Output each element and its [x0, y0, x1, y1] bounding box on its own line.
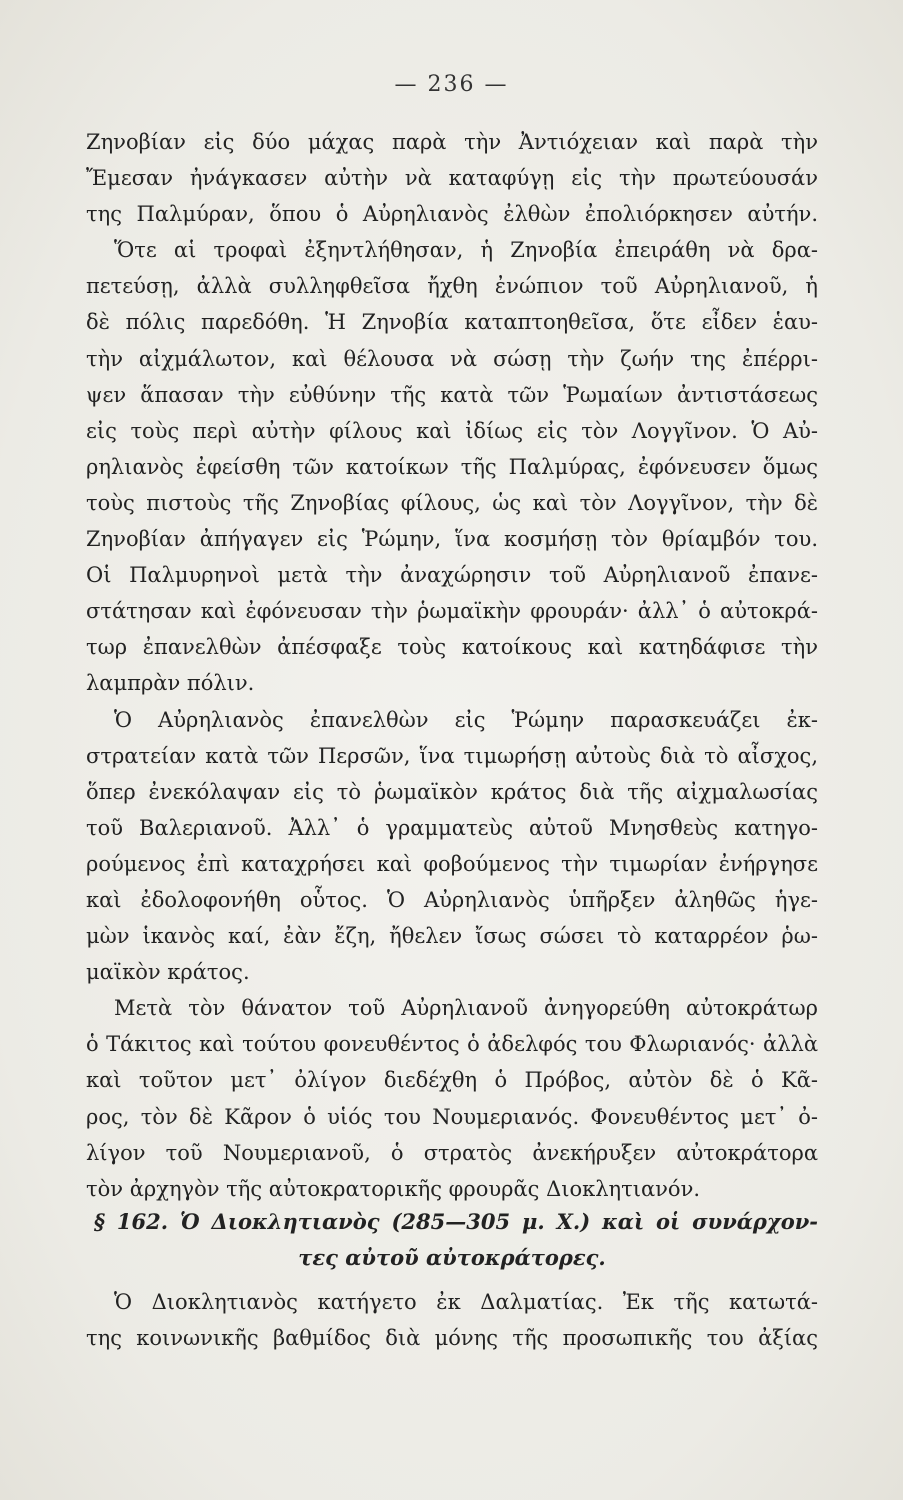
text-line: τοῦ Βαλεριανοῦ. Ἀλλ᾽ ὁ γραμματεὺς αὐτοῦ Μνησθεὺς κατηγο- [86, 815, 818, 840]
text-line: Ὁ Αὐρηλιανὸς ἐπανελθὼν εἰς Ῥώμην παρασκευάζει ἐκ- [114, 707, 818, 732]
text-line: λίγον τοῦ Νουμεριανοῦ, ὁ στρατὸς ἀνεκήρυξεν αὐτοκράτορα [86, 1140, 818, 1165]
section-heading-line: § 162. Ὁ Διοκλητιανὸς (285—305 μ. Χ.) καὶ οἱ συνάρχον- [94, 1209, 818, 1234]
text-line: λαμπρὰν πόλιν. [86, 671, 255, 696]
text-line: Ὅτε αἱ τροφαὶ ἐξηντλήθησαν, ἡ Ζηνοβία ἐπειράθη νὰ δρα- [114, 238, 818, 263]
text-line: της Παλμύραν, ὅπου ὁ Αὐρηλιανὸς ἐλθὼν ἐπολιόρκησεν αὐτήν. [86, 202, 818, 227]
text-line: στρατείαν κατὰ τῶν Περσῶν, ἵνα τιμωρήσῃ αὐτοὺς διὰ τὸ αἶσχος, [86, 743, 818, 768]
section-body-text [86, 1284, 818, 1356]
text-line: Οἱ Παλμυρηνοὶ μετὰ τὴν ἀναχώρησιν τοῦ Αὐρηλιανοῦ ἐπανε- [86, 563, 818, 588]
page-number: — 236 — [394, 72, 509, 97]
text-line: της κοινωνικῆς βαθμίδος διὰ μόνης τῆς προσωπικῆς του ἀξίας [86, 1326, 818, 1351]
text-line: τοὺς πιστοὺς τῆς Ζηνοβίας φίλους, ὡς καὶ τὸν Λογγῖνον, τὴν δὲ [86, 490, 818, 515]
text-line: τωρ ἐπανελθὼν ἀπέσφαξε τοὺς κατοίκους καὶ κατηδάφισε τὴν [86, 635, 818, 660]
text-line: καὶ ἐδολοφονήθη οὗτος. Ὁ Αὐρηλιανὸς ὑπῆρξεν ἀληθῶς ἡγε- [86, 887, 818, 912]
text-line: Ζηνοβίαν ἀπήγαγεν εἰς Ῥώμην, ἵνα κοσμήσῃ τὸν θρίαμβόν του. [86, 527, 818, 552]
text-line: καὶ τοῦτον μετ᾽ ὀλίγον διεδέχθη ὁ Πρόβος, αὐτὸν δὲ ὁ Κᾶ- [86, 1068, 818, 1093]
text-line: Μετὰ τὸν θάνατον τοῦ Αὐρηλιανοῦ ἀνηγορεύθη αὐτοκράτωρ [114, 996, 818, 1021]
text-line: ρος, τὸν δὲ Κᾶρον ὁ υἱός του Νουμεριανός. Φονευθέντος μετ᾽ ὀ- [86, 1104, 818, 1129]
text-line: ρούμενος ἐπὶ καταχρήσει καὶ φοβούμενος τὴν τιμωρίαν ἐνήργησε [86, 851, 818, 876]
text-line: Ἔμεσαν ἠνάγκασεν αὐτὴν νὰ καταφύγῃ εἰς τὴν πρωτεύουσάν [86, 166, 818, 191]
text-line: δὲ πόλις παρεδόθη. Ἡ Ζηνοβία καταπτοηθεῖσα, ὅτε εἶδεν ἑαυ- [86, 310, 818, 335]
text-line: μαϊκὸν κράτος. [86, 960, 250, 985]
body-text [86, 124, 818, 1207]
text-line: τὸν ἀρχηγὸν τῆς αὐτοκρατορικῆς φρουρᾶς Διοκλητιανόν. [86, 1176, 701, 1201]
text-line: εἰς τοὺς περὶ αὐτὴν φίλους καὶ ἰδίως εἰς τὸν Λογγῖνον. Ὁ Αὐ- [86, 418, 818, 443]
text-line: ὅπερ ἐνεκόλαψαν εἰς τὸ ῥωμαϊκὸν κράτος διὰ τῆς αἰχμαλωσίας [86, 779, 818, 804]
text-line: τὴν αἰχμάλωτον, καὶ θέλουσα νὰ σώσῃ τὴν ζωήν της ἐπέρρι- [86, 346, 818, 371]
text-line: ρηλιανὸς ἐφείσθη τῶν κατοίκων τῆς Παλμύρας, ἐφόνευσεν ὅμως [86, 454, 818, 479]
section-heading [86, 1204, 818, 1276]
text-line: στάτησαν καὶ ἐφόνευσαν τὴν ῥωμαϊκὴν φρουράν· ἀλλ᾽ ὁ αὐτοκρά- [86, 599, 818, 624]
text-line: πετεύσῃ, ἀλλὰ συλληφθεῖσα ἤχθη ἐνώπιον τοῦ Αὐρηλιανοῦ, ἡ [86, 274, 818, 299]
text-line: Ὁ Διοκλητιανὸς κατήγετο ἐκ Δαλματίας. Ἐκ τῆς κατωτά- [114, 1290, 818, 1314]
text-line: μὼν ἱκανὸς καί, ἐὰν ἔζη, ἤθελεν ἴσως σώσει τὸ καταρρέον ῥω- [86, 924, 818, 949]
section-heading-line: τες αὐτοῦ αὐτοκράτορες. [298, 1245, 606, 1270]
text-line: ψεν ἅπασαν τὴν εὐθύνην τῆς κατὰ τῶν Ῥωμαίων ἀντιστάσεως [86, 382, 818, 407]
text-line: Ζηνοβίαν εἰς δύο μάχας παρὰ τὴν Ἀντιόχειαν καὶ παρὰ τὴν [86, 130, 818, 154]
text-line: ὁ Τάκιτος καὶ τούτου φονευθέντος ὁ ἀδελφός του Φλωριανός· ἀλλὰ [86, 1032, 818, 1057]
